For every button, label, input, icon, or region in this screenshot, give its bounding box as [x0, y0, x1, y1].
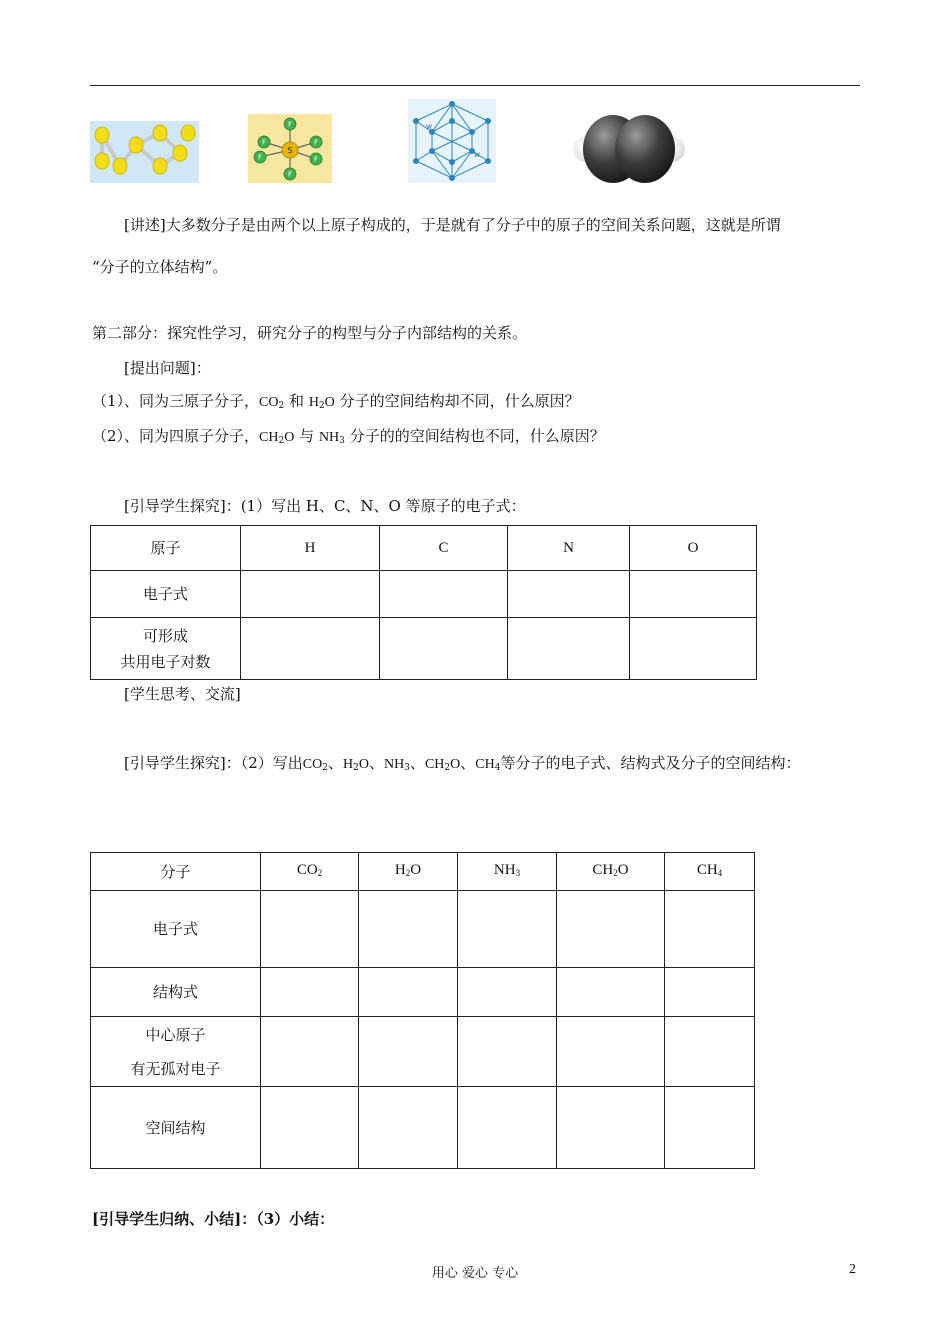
- question-1: （1）、同为三原子分子，$CO_2$ 和 $H_2O$ 分子的空间结构却不同，什么原因？: [92, 392, 580, 411]
- row-shared-pairs: 可形成 共用电子对数: [91, 618, 241, 680]
- svg-text:W: W: [474, 152, 480, 159]
- svg-text:F: F: [257, 153, 263, 162]
- row-structural-formula: 结构式: [91, 968, 261, 1017]
- question-heading: [提出问题]：: [124, 359, 211, 377]
- guide-1: [引导学生探究]：(1）写出 H、C、N、O 等原子的电子式：: [124, 497, 526, 515]
- cage-w-label: W: [426, 124, 432, 131]
- atom-header-o: O: [630, 526, 757, 571]
- atom-header-n: N: [508, 526, 630, 571]
- student-discussion: [学生思考、交流]: [124, 685, 241, 703]
- molecule-header-label: 分子: [91, 853, 261, 891]
- atom-table: [90, 525, 757, 680]
- molecule-table: [90, 852, 755, 1169]
- footer-text: 用心 爱心 专心: [431, 1266, 519, 1281]
- row-electron-formula: 电子式: [91, 571, 241, 618]
- guide-2: [引导学生探究]：（2）写出$CO_2$、$H_2O$、$NH_3$、$CH_2O$、$CH_4$等分子的电子式、结构式及分子的空间结构：: [124, 754, 801, 773]
- svg-text:F: F: [313, 155, 319, 164]
- header-rule: [90, 85, 860, 86]
- molecule-header-ch2o: $CH_2O$: [557, 853, 665, 891]
- row-lone-pairs: 中心原子 有无孤对电子: [91, 1017, 261, 1087]
- row-spatial-structure: 空间结构: [91, 1087, 261, 1169]
- question-2: （2）、同为四原子分子，$CH_2O$ 与 $NH_3$ 分子的的空间结构也不同，什么原因？: [92, 427, 605, 446]
- lecture-paragraph-line2: “分子的立体结构”。: [92, 258, 228, 276]
- row-electron-formula-2: 电子式: [91, 891, 261, 968]
- sf6-f-label: F: [287, 120, 293, 129]
- atom-header-h: H: [241, 526, 380, 571]
- molecule-header-co2: $CO_2$: [261, 853, 359, 891]
- lecture-paragraph-line1: [讲述]大多数分子是由两个以上原子构成的，于是就有了分子中的原子的空间关系问题，这就是所谓: [124, 216, 781, 234]
- sf6-s-label: S: [287, 146, 293, 155]
- molecule-header-nh3: $NH_3$: [458, 853, 557, 891]
- svg-text:F: F: [313, 138, 319, 147]
- part2-heading: 第二部分：探究性学习，研究分子的构型与分子内部结构的关系。: [92, 324, 528, 342]
- page-number: 2: [849, 1262, 856, 1277]
- h2-molecule-image: [565, 109, 693, 189]
- cage-molecule-image: [408, 99, 496, 183]
- molecule-header-h2o: $H_2O$: [359, 853, 458, 891]
- summary-heading: [引导学生归纳、小结]：（3）小结：: [92, 1210, 335, 1228]
- svg-text:F: F: [287, 170, 293, 179]
- s8-molecule-image: [90, 121, 199, 183]
- sf6-molecule-image: [248, 114, 332, 183]
- atom-header-c: C: [380, 526, 508, 571]
- svg-text:F: F: [261, 138, 267, 147]
- molecule-header-ch4: $CH_4$: [665, 853, 755, 891]
- atom-header-label: 原子: [91, 526, 241, 571]
